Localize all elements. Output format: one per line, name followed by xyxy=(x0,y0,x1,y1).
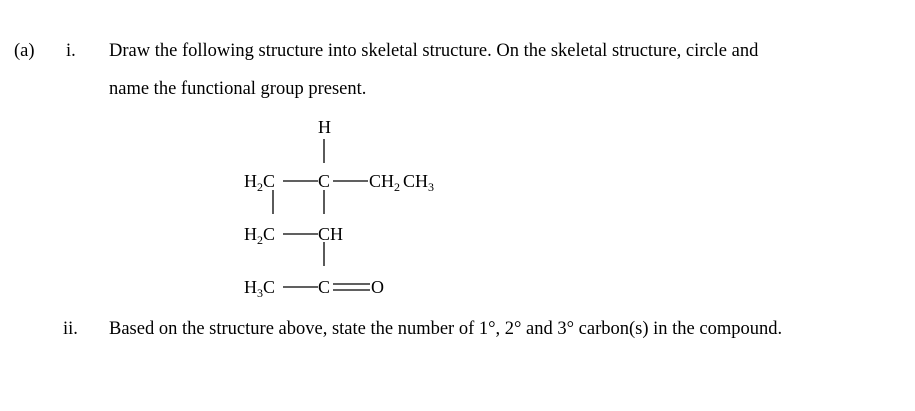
atom-row3-o: O xyxy=(371,277,384,297)
item-number-ii: ii. xyxy=(63,319,78,339)
question-i-line2: name the functional group present. xyxy=(109,79,367,99)
atom-row3-c: C xyxy=(318,277,331,297)
item-number-i: i. xyxy=(66,41,76,61)
part-label: (a) xyxy=(14,41,35,61)
question-ii-line1: Based on the structure above, state the number of 1°, 2° and 3° carbon(s) in the compound. xyxy=(109,319,783,339)
atom-row2-ch: CH xyxy=(318,224,344,244)
atom-row1-c: C xyxy=(318,171,331,191)
question-i-line1: Draw the following structure into skeletal structure. On the skeletal structure, circle and xyxy=(109,41,759,61)
atom-row2-ch2: $H_2C$ xyxy=(244,224,276,247)
atom-row1-ch2: $H_2C$ xyxy=(244,171,276,194)
atom-row1-ethyl: $CH_2$ $CH_3$ xyxy=(369,171,435,194)
atom-row3-ch3: $H_3C$ xyxy=(244,277,276,300)
atom-top-h: H xyxy=(318,117,331,137)
